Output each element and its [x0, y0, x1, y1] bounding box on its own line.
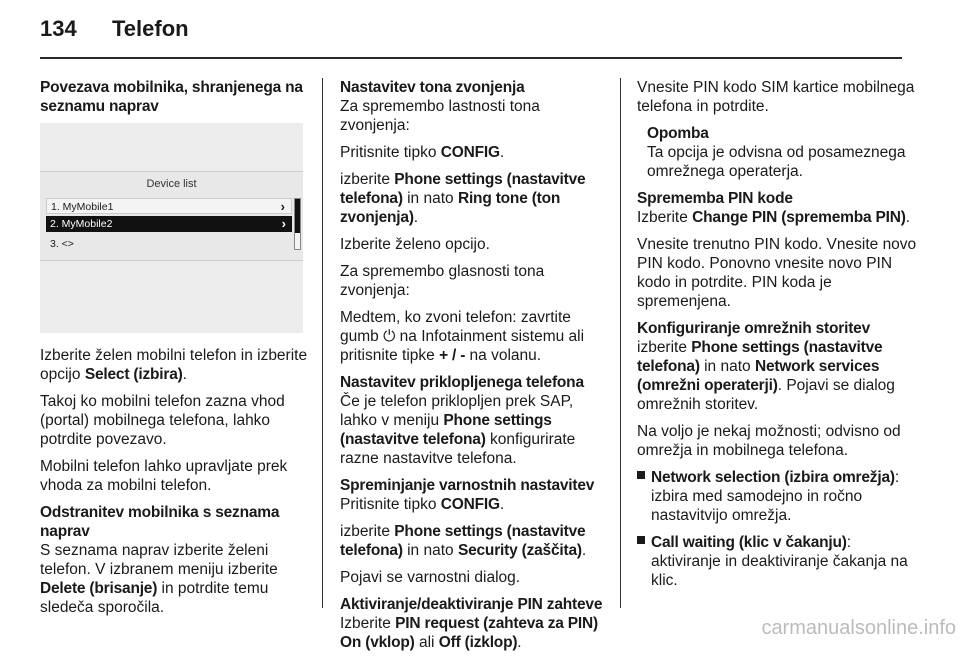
paragraph: Izberite želeno opcijo. [340, 236, 490, 253]
page-header [40, 16, 189, 42]
chevron-right-icon: › [280, 199, 285, 214]
column-1-text [40, 346, 308, 625]
page-title: Telefon [112, 16, 189, 41]
section-heading: Aktiviranje/deaktiviranje PIN zahteve [340, 596, 603, 613]
device-list-title: Device list [146, 178, 197, 190]
paragraph: izberite Phone settings (nastavitve telefona) in nato Security (zaščita). [340, 523, 587, 559]
paragraph: S seznama naprav izberite želeni telefon. V izbranem meniju izberite Delete (brisanje) in potrdite temu sledeča sporočila. [40, 542, 278, 616]
section-heading: Povezava mobilnika, shranjenega na seznamu naprav [40, 79, 303, 115]
column-3 [637, 78, 919, 598]
column-divider-1 [322, 78, 323, 608]
paragraph: Medtem, ko zvoni telefon: zavrtite gumb ⏻ na Infotainment sistemu ali pritisnite tipke + / - na volanu. [340, 309, 585, 364]
device-list-item: 1. MyMobile1 › [46, 198, 292, 214]
paragraph: Izberite PIN request (zahteva za PIN) On (vklop) ali Off (izklop). [340, 615, 598, 651]
note-box [637, 124, 919, 181]
paragraph: Če je telefon priklopljen prek SAP, lahko v meniju Phone settings (nastavitve telefona) konfigurirate razne nastavitve telefona. [340, 393, 576, 467]
column-2 [340, 78, 608, 660]
paragraph: Vnesite PIN kodo SIM kartice mobilnega telefona in potrdite. [637, 79, 915, 115]
bullet-item: Call waiting (klic v čakanju): aktiviranje in deaktiviranje čakanja na klic. [637, 533, 919, 590]
note-text: Ta opcija je odvisna od posameznega omrežnega operaterja. [647, 144, 906, 180]
power-knob-icon: ⏻ [383, 328, 396, 345]
section-heading: Sprememba PIN kode [637, 190, 793, 207]
paragraph: izberite Phone settings (nastavitve telefona) in nato Network services (omrežni operaterji). Pojavi se dialog omrežnih storitev. [637, 339, 895, 413]
device-list-item: 3. <> [50, 238, 74, 250]
note-title: Opomba [647, 125, 709, 142]
paragraph: Izberite Change PIN (sprememba PIN). [637, 209, 911, 226]
section-heading: Konfiguriranje omrežnih storitev [637, 320, 871, 337]
paragraph: izberite Phone settings (nastavitve telefona) in nato Ring tone (ton zvonjenja). [340, 171, 586, 226]
paragraph: Pojavi se varnostni dialog. [340, 569, 521, 586]
header-rule [40, 57, 902, 59]
paragraph: Na voljo je nekaj možnosti; odvisno od omrežja in mobilnega telefona. [637, 423, 901, 459]
paragraph: Mobilni telefon lahko upravljate prek vhoda za mobilni telefon. [40, 458, 288, 494]
paragraph: Pritisnite tipko CONFIG. [340, 144, 505, 161]
paragraph: Za spremembo glasnosti tona zvonjenja: [340, 263, 545, 299]
paragraph: Izberite želen mobilni telefon in izberite opcijo Select (izbira). [40, 347, 308, 383]
scrollbar-thumb [295, 199, 300, 233]
scrollbar [294, 198, 301, 250]
bullet-square-icon [637, 536, 645, 544]
device-list-screenshot [40, 123, 303, 333]
device-list-item-selected: 2. MyMobile2 › [46, 216, 292, 232]
section-heading: Odstranitev mobilnika s seznama naprav [40, 504, 280, 540]
section-heading: Nastavitev tona zvonjenja [340, 79, 525, 96]
chevron-right-icon: › [281, 216, 286, 231]
paragraph: Pritisnite tipko CONFIG. [340, 496, 505, 513]
bullet-square-icon [637, 471, 645, 479]
section-heading: Spreminjanje varnostnih nastavitev [340, 477, 595, 494]
page-number: 134 [40, 16, 77, 41]
paragraph: Za spremembo lastnosti tona zvonjenja: [340, 98, 540, 134]
paragraph: Vnesite trenutno PIN kodo. Vnesite novo PIN kodo. Ponovno vnesite novo PIN kodo in potrdite. PIN koda je spremenjena. [637, 236, 917, 310]
watermark: carmanualsonline.info [761, 617, 956, 639]
paragraph: Takoj ko mobilni telefon zazna vhod (portal) mobilnega telefona, lahko potrdite povezavo. [40, 393, 285, 448]
bullet-item: Network selection (izbira omrežja): izbira med samodejno in ročno nastavitvijo omrežja. [637, 468, 919, 525]
column-divider-2 [620, 78, 621, 608]
section-heading: Nastavitev priklopljenega telefona [340, 374, 584, 391]
